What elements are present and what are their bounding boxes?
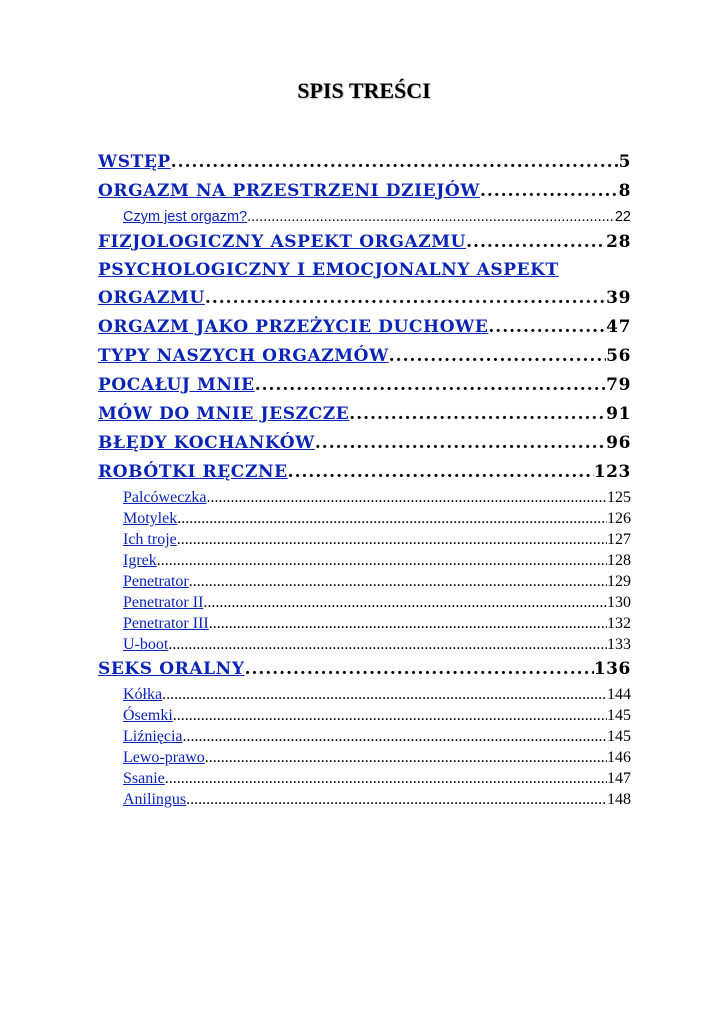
toc-link[interactable]: TYPY NASZYCH ORGAZMÓW [98, 346, 389, 366]
toc-link[interactable]: ORGAZM JAKO PRZEŻYCIE DUCHOWE [98, 317, 489, 337]
page-number: 96 [606, 433, 631, 453]
toc-entry-kolka[interactable] [98, 684, 631, 705]
toc-entry-igrek[interactable] [98, 550, 631, 571]
leader-dots [488, 313, 606, 342]
page-number: 145 [607, 728, 631, 745]
page-number: 125 [607, 489, 631, 506]
toc-entry-wstep[interactable] [98, 148, 631, 177]
toc-entry-psychologiczny-aspekt[interactable] [98, 257, 631, 313]
page-number: 144 [607, 686, 631, 703]
toc-entry-u-boot[interactable] [98, 634, 631, 655]
toc-entry-motylek[interactable] [98, 508, 631, 529]
page-number: 145 [607, 707, 631, 724]
toc-link[interactable]: Penetrator [123, 573, 189, 590]
page-number: 91 [606, 404, 631, 424]
toc-link[interactable]: MÓW DO MNIE JESZCZE [98, 404, 350, 424]
leader-dots [466, 228, 606, 257]
leader-dots [189, 571, 607, 592]
toc-entry-liznięcia[interactable] [98, 726, 631, 747]
page-number: 129 [607, 573, 631, 590]
leader-dots [480, 177, 619, 206]
toc-link[interactable]: Motylek [123, 510, 178, 527]
toc-link[interactable]: Igrek [123, 552, 157, 569]
page-number: 79 [606, 375, 631, 395]
toc-link[interactable]: Ich troje [123, 531, 177, 548]
toc-entry-robotki-reczne[interactable] [98, 458, 631, 487]
page-number: 8 [618, 181, 631, 201]
page-number: 132 [607, 615, 631, 632]
page-title: SPIS TREŚCI [297, 78, 431, 103]
toc-entry-penetrator-ii[interactable] [98, 592, 631, 613]
page-number: 128 [607, 552, 631, 569]
toc-link[interactable]: POCAŁUJ MNIE [98, 375, 255, 395]
toc-entry-penetrator-iii[interactable] [98, 613, 631, 634]
page-number: 123 [593, 462, 631, 482]
page-number: 56 [606, 346, 631, 366]
toc-link[interactable]: Penetrator II [123, 594, 204, 611]
page-number: 47 [606, 317, 631, 337]
toc-entry-lewo-prawo[interactable] [98, 747, 631, 768]
toc-entry-bledy-kochankow[interactable] [98, 429, 631, 458]
leader-dots [177, 529, 607, 550]
page-number: 130 [607, 594, 631, 611]
toc-entry-orgazm-na-przestrzeni-dziejow[interactable] [98, 177, 631, 206]
toc-entry-penetrator[interactable] [98, 571, 631, 592]
toc-link[interactable]: Ssanie [123, 770, 165, 787]
toc-entry-czym-jest-orgazm[interactable] [98, 206, 631, 228]
toc-link[interactable]: FIZJOLOGICZNY ASPEKT ORGAZMU [98, 232, 467, 252]
leader-dots [315, 429, 606, 458]
toc-link[interactable]: BŁĘDY KOCHANKÓW [98, 433, 315, 453]
toc-link[interactable]: Penetrator III [123, 615, 209, 632]
toc-link[interactable]: Kółka [123, 686, 163, 703]
toc-link[interactable]: SEKS ORALNY [98, 659, 245, 679]
toc-entry-mow-do-mnie[interactable] [98, 400, 631, 429]
toc-link[interactable]: Ósemki [123, 707, 173, 724]
leader-dots [288, 458, 594, 487]
page-number: 148 [607, 791, 631, 808]
leader-dots [247, 206, 615, 228]
toc-entry-typy-orgazmow[interactable] [98, 342, 631, 371]
toc-entry-przezycie-duchowe[interactable] [98, 313, 631, 342]
page-number: 126 [607, 510, 631, 527]
leader-dots [209, 613, 607, 634]
page-number: 5 [618, 152, 631, 172]
leader-dots [186, 789, 607, 810]
toc-entry-ich-troje[interactable] [98, 529, 631, 550]
toc-link[interactable]: Anilingus [123, 791, 187, 808]
toc-entry-fizjologiczny-aspekt[interactable] [98, 228, 631, 257]
leader-dots [245, 655, 594, 684]
page-number: 146 [607, 749, 631, 766]
toc-link-line1[interactable]: PSYCHOLOGICZNY I EMOCJONALNY ASPEKT [98, 260, 559, 280]
toc-link-line2[interactable]: ORGAZMU [98, 288, 205, 308]
page-number: 22 [614, 209, 631, 225]
page-number: 28 [606, 232, 631, 252]
toc-link[interactable]: Czym jest orgazm? [123, 209, 248, 225]
table-of-contents [98, 148, 631, 810]
leader-dots [349, 400, 606, 429]
leader-dots [173, 705, 607, 726]
toc-entry-anilingus[interactable] [98, 789, 631, 810]
leader-dots [205, 747, 607, 768]
toc-link[interactable]: Palcóweczka [123, 489, 207, 506]
toc-entry-palcoweczka[interactable] [98, 487, 631, 508]
page-number: 136 [593, 659, 631, 679]
toc-entry-ssanie[interactable] [98, 768, 631, 789]
leader-dots [177, 508, 607, 529]
leader-dots [203, 592, 607, 613]
leader-dots [165, 768, 607, 789]
leader-dots [171, 148, 619, 177]
toc-link[interactable]: Lewo-prawo [123, 749, 205, 766]
leader-dots [157, 550, 607, 571]
leader-dots [255, 371, 606, 400]
toc-link[interactable]: WSTĘP [98, 152, 171, 172]
leader-dots [183, 726, 607, 747]
leader-dots [162, 684, 607, 705]
leader-dots [168, 634, 607, 655]
toc-entry-osemki[interactable] [98, 705, 631, 726]
toc-link[interactable]: Liźnięcia [123, 728, 183, 745]
page-number: 127 [607, 531, 631, 548]
leader-dots [389, 342, 606, 371]
toc-link[interactable]: ROBÓTKI RĘCZNE [98, 462, 288, 482]
page-number: 147 [607, 770, 631, 787]
toc-entry-seks-oralny[interactable] [98, 655, 631, 684]
toc-link[interactable]: ORGAZM NA PRZESTRZENI DZIEJÓW [98, 181, 480, 201]
page-number: 39 [606, 288, 631, 308]
page-number: 133 [607, 636, 631, 653]
toc-link[interactable]: U-boot [123, 636, 169, 653]
leader-dots [205, 284, 606, 313]
toc-entry-pocaluj-mnie[interactable] [98, 371, 631, 400]
leader-dots [207, 487, 607, 508]
